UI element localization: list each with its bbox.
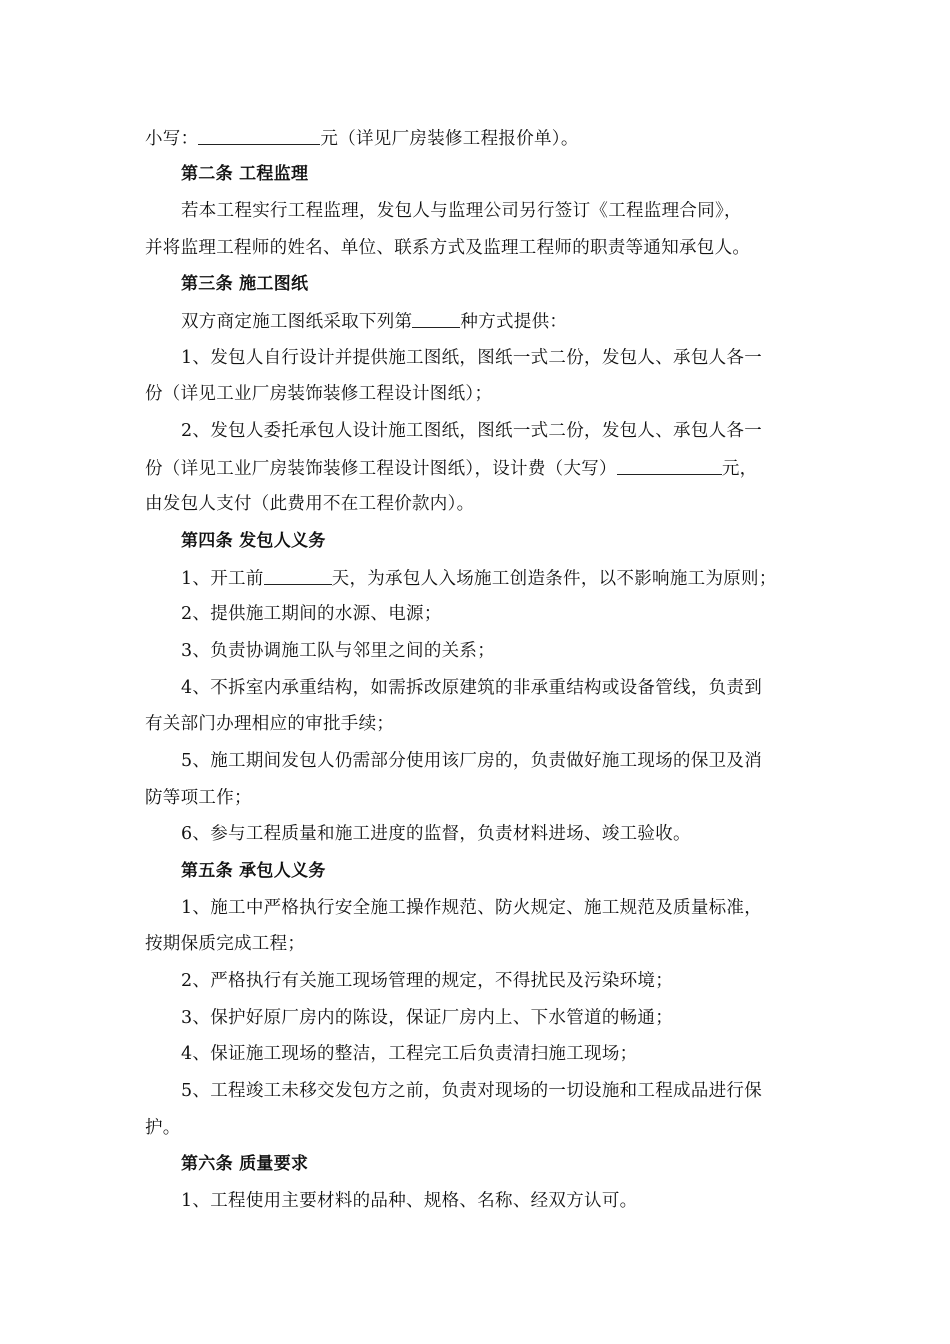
line-text: 双方商定施工图纸采取下列第	[181, 312, 413, 332]
paragraph-line: 若本工程实行工程监理，发包人与监理公司另行签订《工程监理合同》，	[181, 201, 742, 221]
days-blank	[264, 566, 332, 585]
paragraph-line: 并将监理工程师的姓名、单位、联系方式及监理工程师的职责等通知承包人。	[145, 238, 751, 258]
paragraph-line: 1、施工中严格执行安全施工操作规范、防火规定、施工规范及质量标准，	[181, 898, 763, 918]
paragraph-line: 1、发包人自行设计并提供施工图纸，图纸一式二份，发包人、承包人各一	[181, 348, 763, 368]
amount-blank	[198, 126, 320, 145]
paragraph-line: 2、提供施工期间的水源、电源；	[181, 604, 442, 624]
paragraph-line: 3、负责协调施工队与邻里之间的关系；	[181, 641, 496, 661]
article-heading-3: 第三条 施工图纸	[181, 274, 309, 294]
drawing-method-line	[181, 309, 567, 334]
line-text-after: 种方式提供：	[460, 312, 568, 332]
paragraph-line: 份（详见工业厂房装饰装修工程设计图纸）；	[145, 384, 493, 404]
paragraph-line: 2、严格执行有关施工现场管理的规定，不得扰民及污染环境；	[181, 971, 674, 991]
paragraph-line: 6、参与工程质量和施工进度的监督，负责材料进场、竣工验收。	[181, 824, 691, 844]
design-fee-line	[145, 456, 757, 481]
paragraph-line: 4、不拆室内承重结构，如需拆改原建筑的非承重结构或设备管线，负责到	[181, 678, 763, 698]
method-blank	[412, 309, 460, 328]
line-text-after: 元，	[721, 459, 758, 479]
amount-small-line	[145, 126, 579, 151]
paragraph-line: 由发包人支付（此费用不在工程价款内）。	[145, 494, 475, 514]
article-heading-5: 第五条 承包人义务	[181, 861, 326, 881]
design-fee-blank	[617, 456, 722, 475]
article-heading-2: 第二条 工程监理	[181, 164, 309, 184]
paragraph-line: 防等项工作；	[145, 788, 252, 808]
line-text: 小写：	[145, 129, 199, 149]
line-text-after: 元（详见厂房装修工程报价单）。	[320, 129, 579, 149]
article-heading-6: 第六条 质量要求	[181, 1154, 309, 1174]
paragraph-line: 3、保护好原厂房内的陈设，保证厂房内上、下水管道的畅通；	[181, 1008, 674, 1028]
paragraph-line: 5、工程竣工未移交发包方之前，负责对现场的一切设施和工程成品进行保	[181, 1081, 763, 1101]
line-text-after: 天，为承包人入场施工创造条件，以不影响施工为原则；	[331, 569, 777, 589]
paragraph-line: 护。	[145, 1118, 181, 1138]
paragraph-line: 4、保证施工现场的整洁，工程完工后负责清扫施工现场；	[181, 1044, 638, 1064]
paragraph-line: 2、发包人委托承包人设计施工图纸，图纸一式二份，发包人、承包人各一	[181, 421, 763, 441]
paragraph-line: 5、施工期间发包人仍需部分使用该厂房的，负责做好施工现场的保卫及消	[181, 751, 763, 771]
paragraph-line: 有关部门办理相应的审批手续；	[145, 714, 395, 734]
paragraph-line: 1、工程使用主要材料的品种、规格、名称、经双方认可。	[181, 1191, 638, 1211]
line-text: 1、开工前	[181, 569, 264, 589]
line-text: 份（详见工业厂房装饰装修工程设计图纸），设计费（大写）	[145, 459, 617, 479]
article-heading-4: 第四条 发包人义务	[181, 531, 326, 551]
paragraph-line: 按期保质完成工程；	[145, 934, 306, 954]
days-before-line	[181, 566, 777, 591]
